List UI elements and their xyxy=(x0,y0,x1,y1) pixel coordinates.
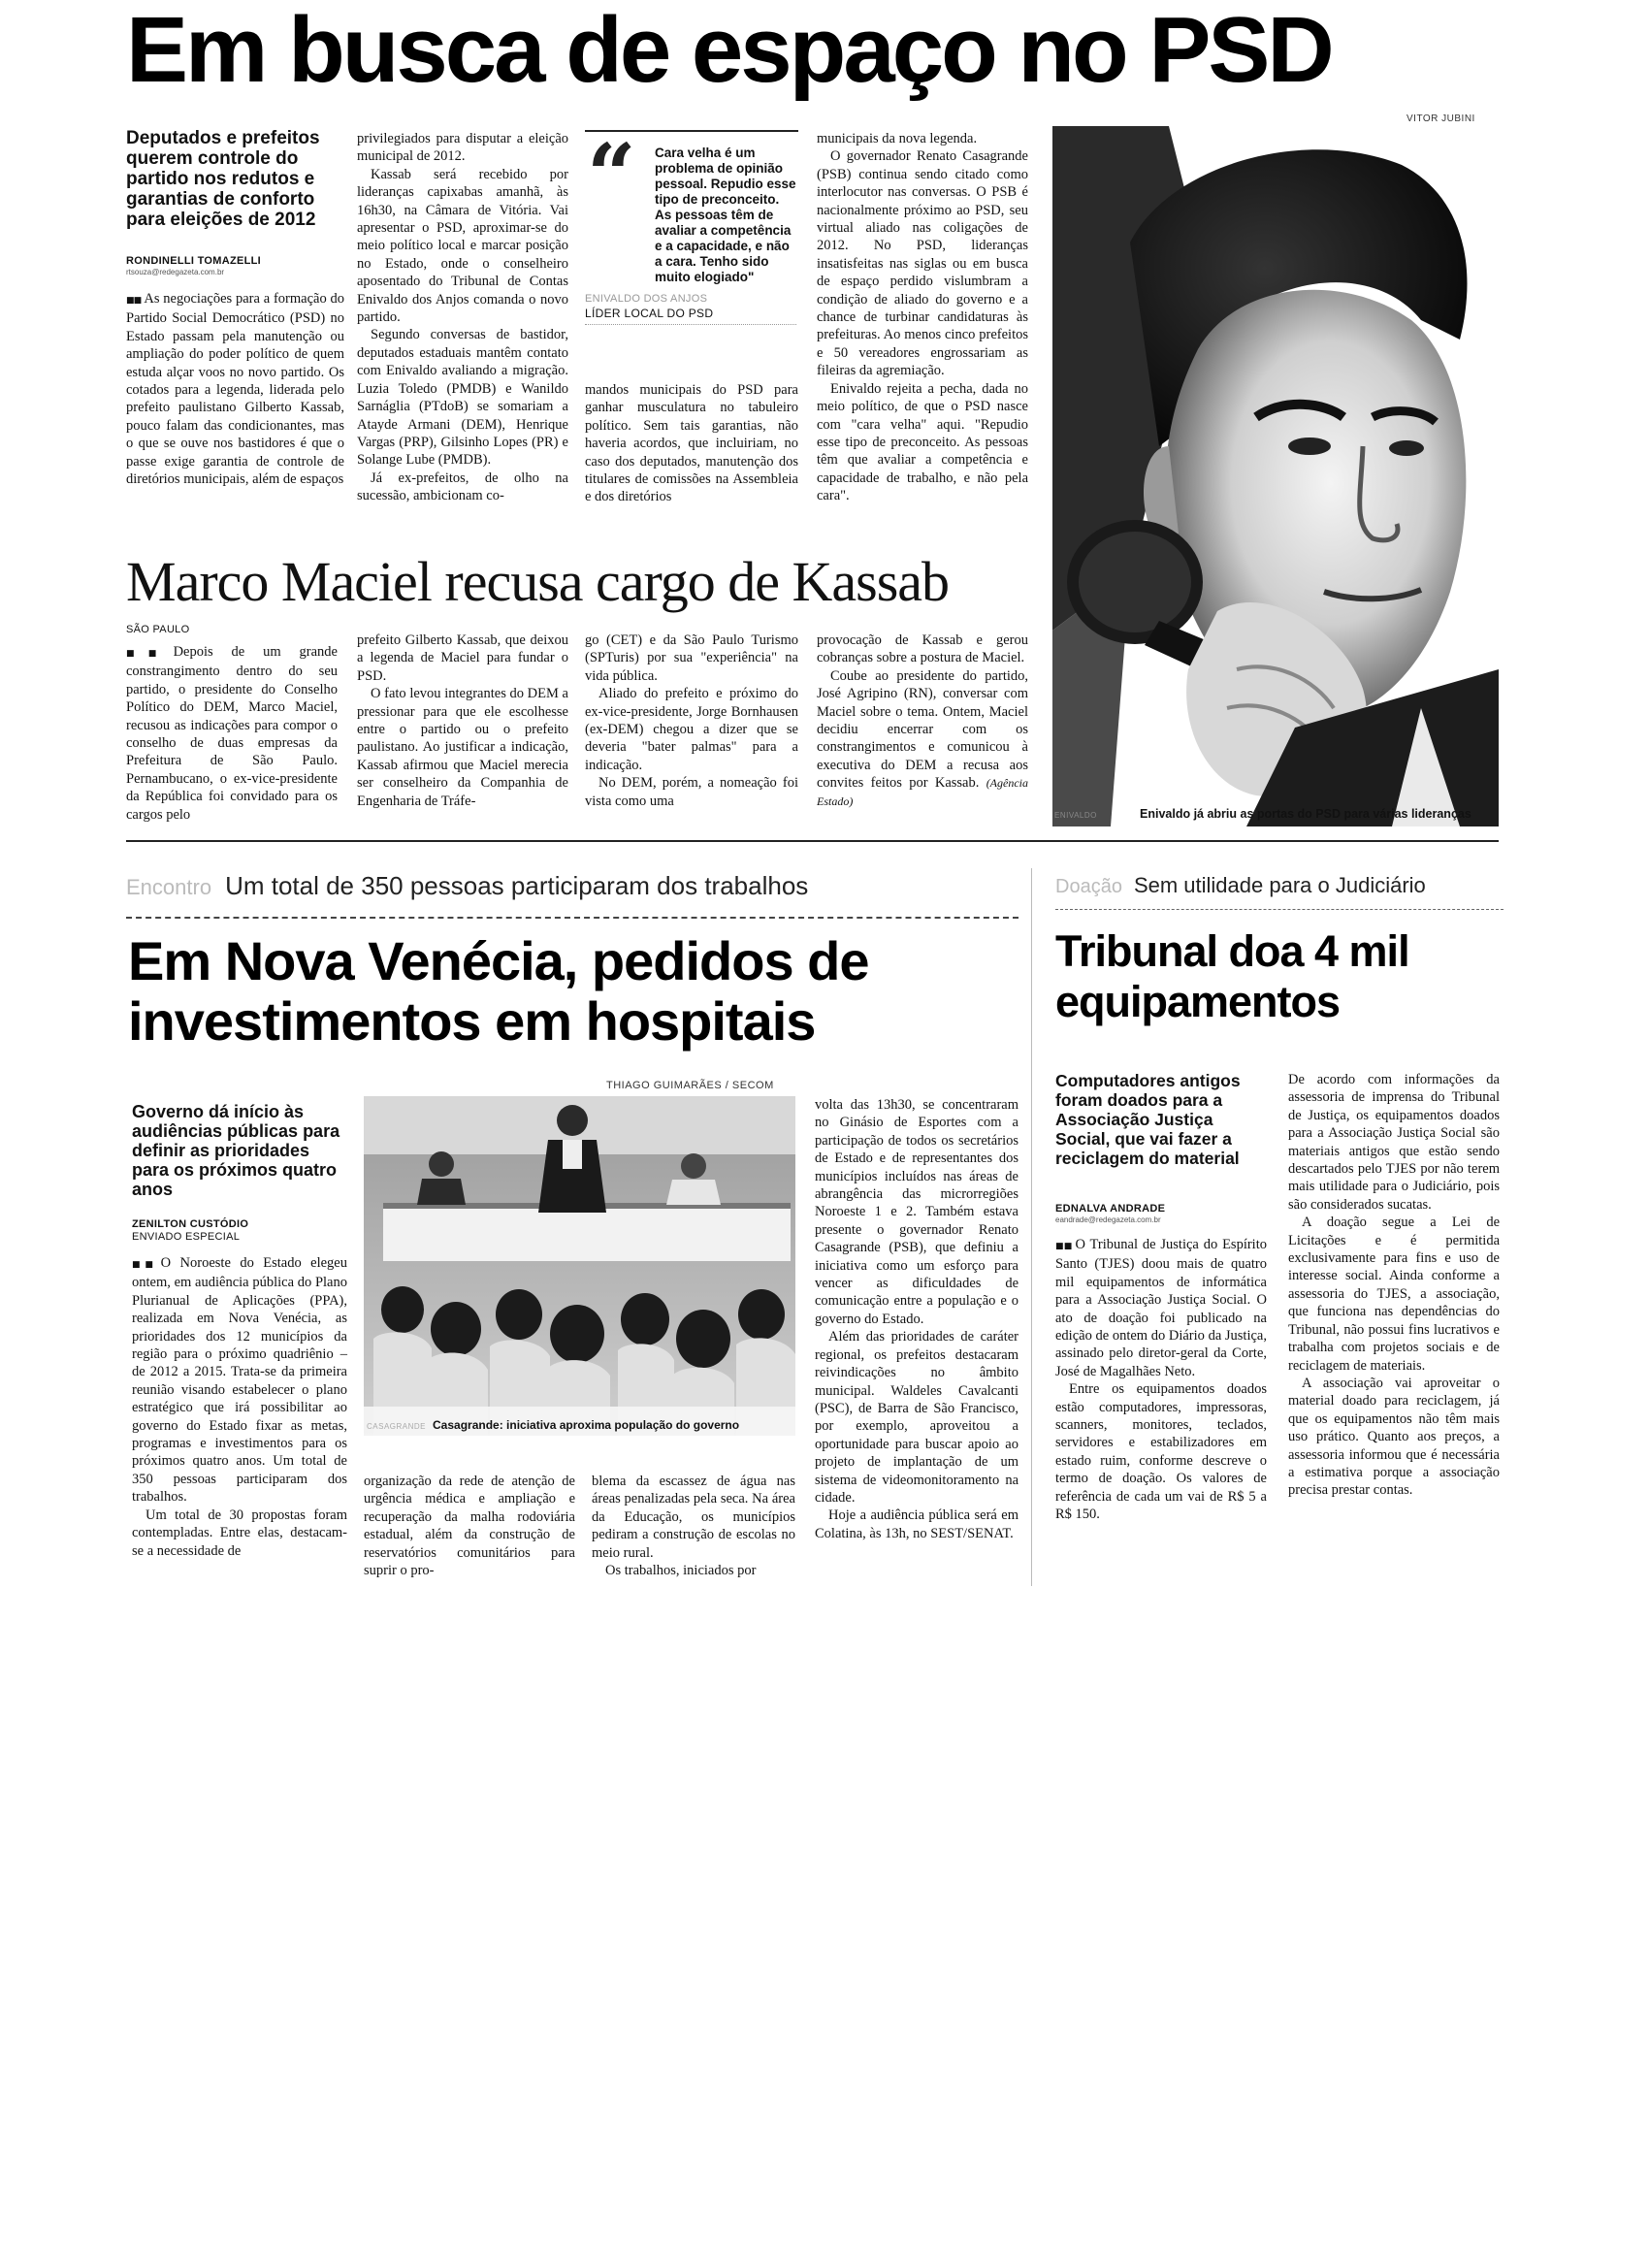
paragraph: Entre os equipamentos doados estão computadores, impressoras, scanners, monitores, teclados, servidores e estabilizadores em estado ruim, conforme descreve o termo de doação. Os valores de referência de cada um vai de R$ 5 a R$ 150. xyxy=(1055,1381,1267,1523)
story2-dateline: SÃO PAULO xyxy=(126,624,190,635)
story2-col4 xyxy=(817,632,1028,810)
paragraph: De acordo com informações da assessoria de imprensa do Tribunal de Justiça, os equipamentos doados para a Associação Justiça Social são materiais antigos que estão sendo descartados pelo TJES por não terem mais utilidade para o Judiciário, pois são considerados sucatas. xyxy=(1288,1072,1500,1213)
divider xyxy=(126,917,1018,919)
paragraph: Os trabalhos, iniciados por xyxy=(605,1563,757,1579)
story1-col1 xyxy=(126,128,344,488)
headline-maciel: Marco Maciel recusa cargo de Kassab xyxy=(126,550,950,613)
story4-author: EDNALVA ANDRADE xyxy=(1055,1203,1166,1215)
paragraph: privilegiados para disputar a eleição municipal de 2012. xyxy=(357,131,568,165)
headline-line: Tribunal doa 4 mil xyxy=(1055,926,1409,976)
paragraph: Depois de um grande constrangimento dentro do seu partido, o presidente do Conselho Político do DEM, Marco Maciel, recusou as indicações para compor o conselho de duas empresas da Prefeitura de São Paulo. Pernambucano, o ex-vice-presidente da República foi convidado para os cargos pelo xyxy=(126,644,338,823)
paragraph: A doação segue a Lei de Licitações e é permitida exclusivamente para fins e uso de interesse social. Ainda conforme a assessoria do TJES, a associação, que funciona nas dependências do Tribunal, não possui fins lucrativos e trabalha com projetos sociais e de reciclagem de materiais. xyxy=(1288,1215,1500,1374)
divider xyxy=(126,840,1499,842)
divider xyxy=(585,324,796,325)
story1-col3 xyxy=(585,381,798,506)
paragraph: Um total de 30 propostas foram contempladas. Entre elas, destacam-se a necessidade de xyxy=(132,1507,347,1559)
story3-photo-label: CASAGRANDE xyxy=(367,1422,427,1431)
paragraph: organização da rede de atenção de urgência médica e ampliação e recuperação da malha rodoviária estadual, além da construção de reservatórios comunitários para suprir o pro- xyxy=(364,1474,575,1579)
story3-col1 xyxy=(132,1102,347,1560)
paragraph: Aliado do prefeito e próximo do ex-vice-presidente, Jorge Bornhausen (ex-DEM) chegou a dizer que se deveria "bater palmas" para a indicação. xyxy=(585,686,798,773)
story1-deck: Deputados e prefeitos querem controle do partido nos redutos e garantias de conforto para eleições de 2012 xyxy=(126,128,320,230)
paragraph: prefeito Gilberto Kassab, que deixou a legenda de Maciel para fundar o PSD. xyxy=(357,632,568,684)
photo-caption-credit: ENIVALDO xyxy=(1054,811,1097,820)
story2-source: (Agência Estado) xyxy=(817,776,1028,808)
story3-kicker: Um total de 350 pessoas participaram dos trabalhos xyxy=(225,871,809,900)
story1-col1-body xyxy=(126,290,344,488)
headline-nova-venecia xyxy=(128,931,869,1052)
story3-author: ZENILTON CUSTÓDIO xyxy=(132,1218,249,1230)
paragraph: O Noroeste do Estado elegeu ontem, em audiência pública do Plano Plurianual de Aplicações (PPA), realizada em Nova Venécia, as prioridades dos 12 municípios da região para o próximo quadriênio – de 2012 a 2015. Trata-se da primeira reunião visando estabelecer o plano estratégico que irá possibilitar ao governo do Estado fixar as metas, programas e investimentos para os próximos quatro anos. Um total de 350 pessoas participaram dos trabalhos. xyxy=(132,1255,347,1506)
photo-audiencia xyxy=(364,1096,795,1436)
paragraph: No DEM, porém, a nomeação foi vista como uma xyxy=(585,775,798,809)
paragraph: volta das 13h30, se concentraram no Ginásio de Esportes com a participação de todos os secretários de Estado e de representantes dos municípios incluídos nas áreas de abrangência das microrregiões Noroeste 1 e 2. Também estava presente o governador Renato Casagrande (PSB), que definiu a iniciativa como um esforço para vencer as dificuldades de comunicação entre a população e o governo do Estado. xyxy=(815,1097,1018,1327)
photo-credit-top: VITOR JUBINI xyxy=(1406,113,1475,124)
headline-line: Em Nova Venécia, pedidos de xyxy=(128,930,869,991)
headline-line: equipamentos xyxy=(1055,977,1341,1026)
paragraph: Além das prioridades de caráter regional, os prefeitos destacaram reivindicações no âmbito municipal. Waldeles Cavalcanti (PSC), de Barra de São Francisco, por exemplo, aproveitou a oportunidade para buscar apoio ao projeto de implantação de um sistema de videomonitoramento na cidade. xyxy=(815,1329,1018,1506)
story1-col4 xyxy=(817,130,1028,505)
story1-author: RONDINELLI TOMAZELLI xyxy=(126,255,262,267)
paragraph: provocação de Kassab e gerou cobranças sobre a postura de Maciel. xyxy=(817,632,1028,666)
story4-kicker: Sem utilidade para o Judiciário xyxy=(1133,873,1426,897)
quote-role: LÍDER LOCAL DO PSD xyxy=(585,307,714,320)
story4-col1-body xyxy=(1055,1236,1267,1524)
story1-col2 xyxy=(357,130,568,505)
story3-kicker-label: Encontro xyxy=(126,875,212,899)
paragraph: Hoje a audiência pública será em Colatina, às 13h, no SEST/SENAT. xyxy=(815,1507,1018,1541)
story2-col1-body xyxy=(126,643,338,824)
headline-psd: Em busca de espaço no PSD xyxy=(126,0,1332,102)
story4-col1 xyxy=(1055,1071,1267,1524)
divider xyxy=(1055,909,1504,910)
paragraph: blema da escassez de água nas áreas penalizadas pela seca. Na área da Educação, os municípios pediram a construção de escolas no meio rural. xyxy=(592,1474,795,1561)
story2-col2 xyxy=(357,632,568,810)
story4-kicker-row xyxy=(1055,873,1426,898)
paragraph: O governador Renato Casagrande (PSB) continua sendo citado como interlocutor nas conversas. O PSB é nacionalmente próximo ao PSD, seu virtual aliado nas coligações de 2012. No PSD, lideranças insatisfeitas nas siglas ou em busca de espaço perdido vislumbram a condição de aliado do governo e a chance de turbinar candidaturas às prefeituras. Ao menos cinco prefeitos e 50 vereadores engrossariam as fileiras da agremiação. xyxy=(817,148,1028,379)
headline-line: investimentos em hospitais xyxy=(128,990,816,1052)
paragraph: Enivaldo rejeita a pecha, dada no meio político, de que o PSD nasce com "cara velha" aqui. "Repudio esse tipo de preconceito. As pessoas têm que avaliar a competência e capacidade de trabalho, e não pela cara". xyxy=(817,380,1028,504)
story3-col4 xyxy=(815,1096,1018,1542)
paragraph: As negociações para a formação do Partido Social Democrático (PSD) no Estado passam pela manutenção ou ampliação do poder político de quem estuda alçar voos no novo partido. Os cotados para a legenda, liderada pelo prefeito paulistano Gilberto Kassab, pouco falam das condicionantes, mas o que se ouve nos bastidores é que o passe exige garantia de controle de diretórios municipais, além de espaços xyxy=(126,291,344,488)
paragraph: O Tribunal de Justiça do Espírito Santo (TJES) doou mais de quatro mil equipamentos de informática para a Associação Justiça Social. O ato de doação foi publicado na edição de ontem do Diário da Justiça, assinado pelo diretor-geral da Corte, José de Magalhães Neto. xyxy=(1055,1237,1267,1379)
story4-author-email: eandrade@redegazeta.com.br xyxy=(1055,1215,1161,1224)
story3-kicker-row xyxy=(126,871,808,901)
story1-author-email: rtsouza@redegazeta.com.br xyxy=(126,268,225,276)
bullet-icon: ■■ xyxy=(126,296,142,306)
bullet-icon: ■■ xyxy=(132,1260,158,1270)
quote-name: ENIVALDO DOS ANJOS xyxy=(585,293,708,305)
story3-col3 xyxy=(592,1473,795,1579)
story2-col3 xyxy=(585,632,798,810)
paragraph: Coube ao presidente do partido, José Agripino (RN), conversar com Maciel sobre o tema. Ontem, Maciel decidiu encerrar com os constrangimentos e comunicou à executiva do DEM a recusa aos convites feitos por Kassab. xyxy=(817,667,1028,792)
paragraph: O fato levou integrantes do DEM a pressionar para que ele escolhesse entre o partido ou o prefeito paulistano. Ao justificar a indicação, Kassab afirmou que Maciel merecia ser conselheiro da Companhia de Engenharia de Tráfe- xyxy=(357,686,568,809)
quote-mark-icon: “ xyxy=(587,124,636,225)
bullet-icon: ■■ xyxy=(126,649,171,659)
story4-deck: Computadores antigos foram doados para a Associação Justiça Social, que vai fazer a reciclagem do material xyxy=(1055,1071,1241,1168)
story3-deck: Governo dá início às audiências públicas para definir as prioridades para os próximos quatro anos xyxy=(132,1102,340,1199)
bullet-icon: ■■ xyxy=(1055,1242,1073,1251)
photo-enivaldo xyxy=(1052,126,1499,826)
story4-col2 xyxy=(1288,1071,1500,1500)
paragraph: Kassab será recebido por lideranças capixabas amanhã, às 16h30, na Câmara de Vitória. Vai apresentar o PSD, aproximar-se do meio político local e marcar posição no Estado, onde o conselheiro aposentado do Tribunal de Contas Enivaldo dos Anjos comanda o novo partido. xyxy=(357,166,568,326)
story4-kicker-label: Doação xyxy=(1055,876,1122,897)
paragraph: Já ex-prefeitos, de olho na sucessão, ambicionam co- xyxy=(357,470,568,504)
paragraph: Segundo conversas de bastidor, deputados estaduais mantêm contato com Enivaldo avaliando a migração. Luzia Toledo (PMDB) e Wanildo Sarnáglia (PTdoB) se somariam a Atayde Armani (DEM), Henrique Vargas (PRP), Gilsinho Lopes (PR) e Solange Lube (PMDB). xyxy=(357,327,568,469)
story2-col1 xyxy=(126,624,338,824)
story3-author-role: ENVIADO ESPECIAL xyxy=(132,1231,241,1243)
paragraph: A associação vai aproveitar o material doado para reciclagem, já que os equipamentos não têm mais uso prático. Quanto aos preços, a assessoria informou que é necessária a estimativa porque a associação precisa prestar contas. xyxy=(1288,1375,1500,1499)
story3-photo-credit: THIAGO GUIMARÃES / SECOM xyxy=(606,1080,774,1091)
paragraph: municipais da nova legenda. xyxy=(817,131,978,146)
story3-col1-body xyxy=(132,1254,347,1560)
paragraph: go (CET) e da São Paulo Turismo (SPTuris) por sua "experiência" na vida pública. xyxy=(585,632,798,684)
portrait-image xyxy=(1052,126,1499,826)
photo-caption-casagrande: Casagrande: iniciativa aproxima população do governo xyxy=(433,1418,740,1432)
story1-quote xyxy=(585,124,798,320)
paragraph: mandos municipais do PSD para ganhar musculatura no tabuleiro político. Sem tais garantias, não haveria acordos, que incluiriam, no caso dos deputados, manutenção dos titulares de comissões na Assembleia e dos diretórios xyxy=(585,382,798,505)
quote-text: Cara velha é um problema de opinião pessoal. Repudio esse tipo de preconceito. As pessoas têm de avaliar a competência e a capacidade, e não a cara. Tenho sido muito elogiado" xyxy=(655,146,796,284)
headline-tribunal xyxy=(1055,926,1409,1027)
photo-caption-enivaldo: Enivaldo já abriu as portas do PSD para várias lideranças xyxy=(1140,807,1471,821)
story3-col2 xyxy=(364,1473,575,1579)
audience-image xyxy=(364,1096,795,1436)
divider xyxy=(1031,868,1032,1586)
